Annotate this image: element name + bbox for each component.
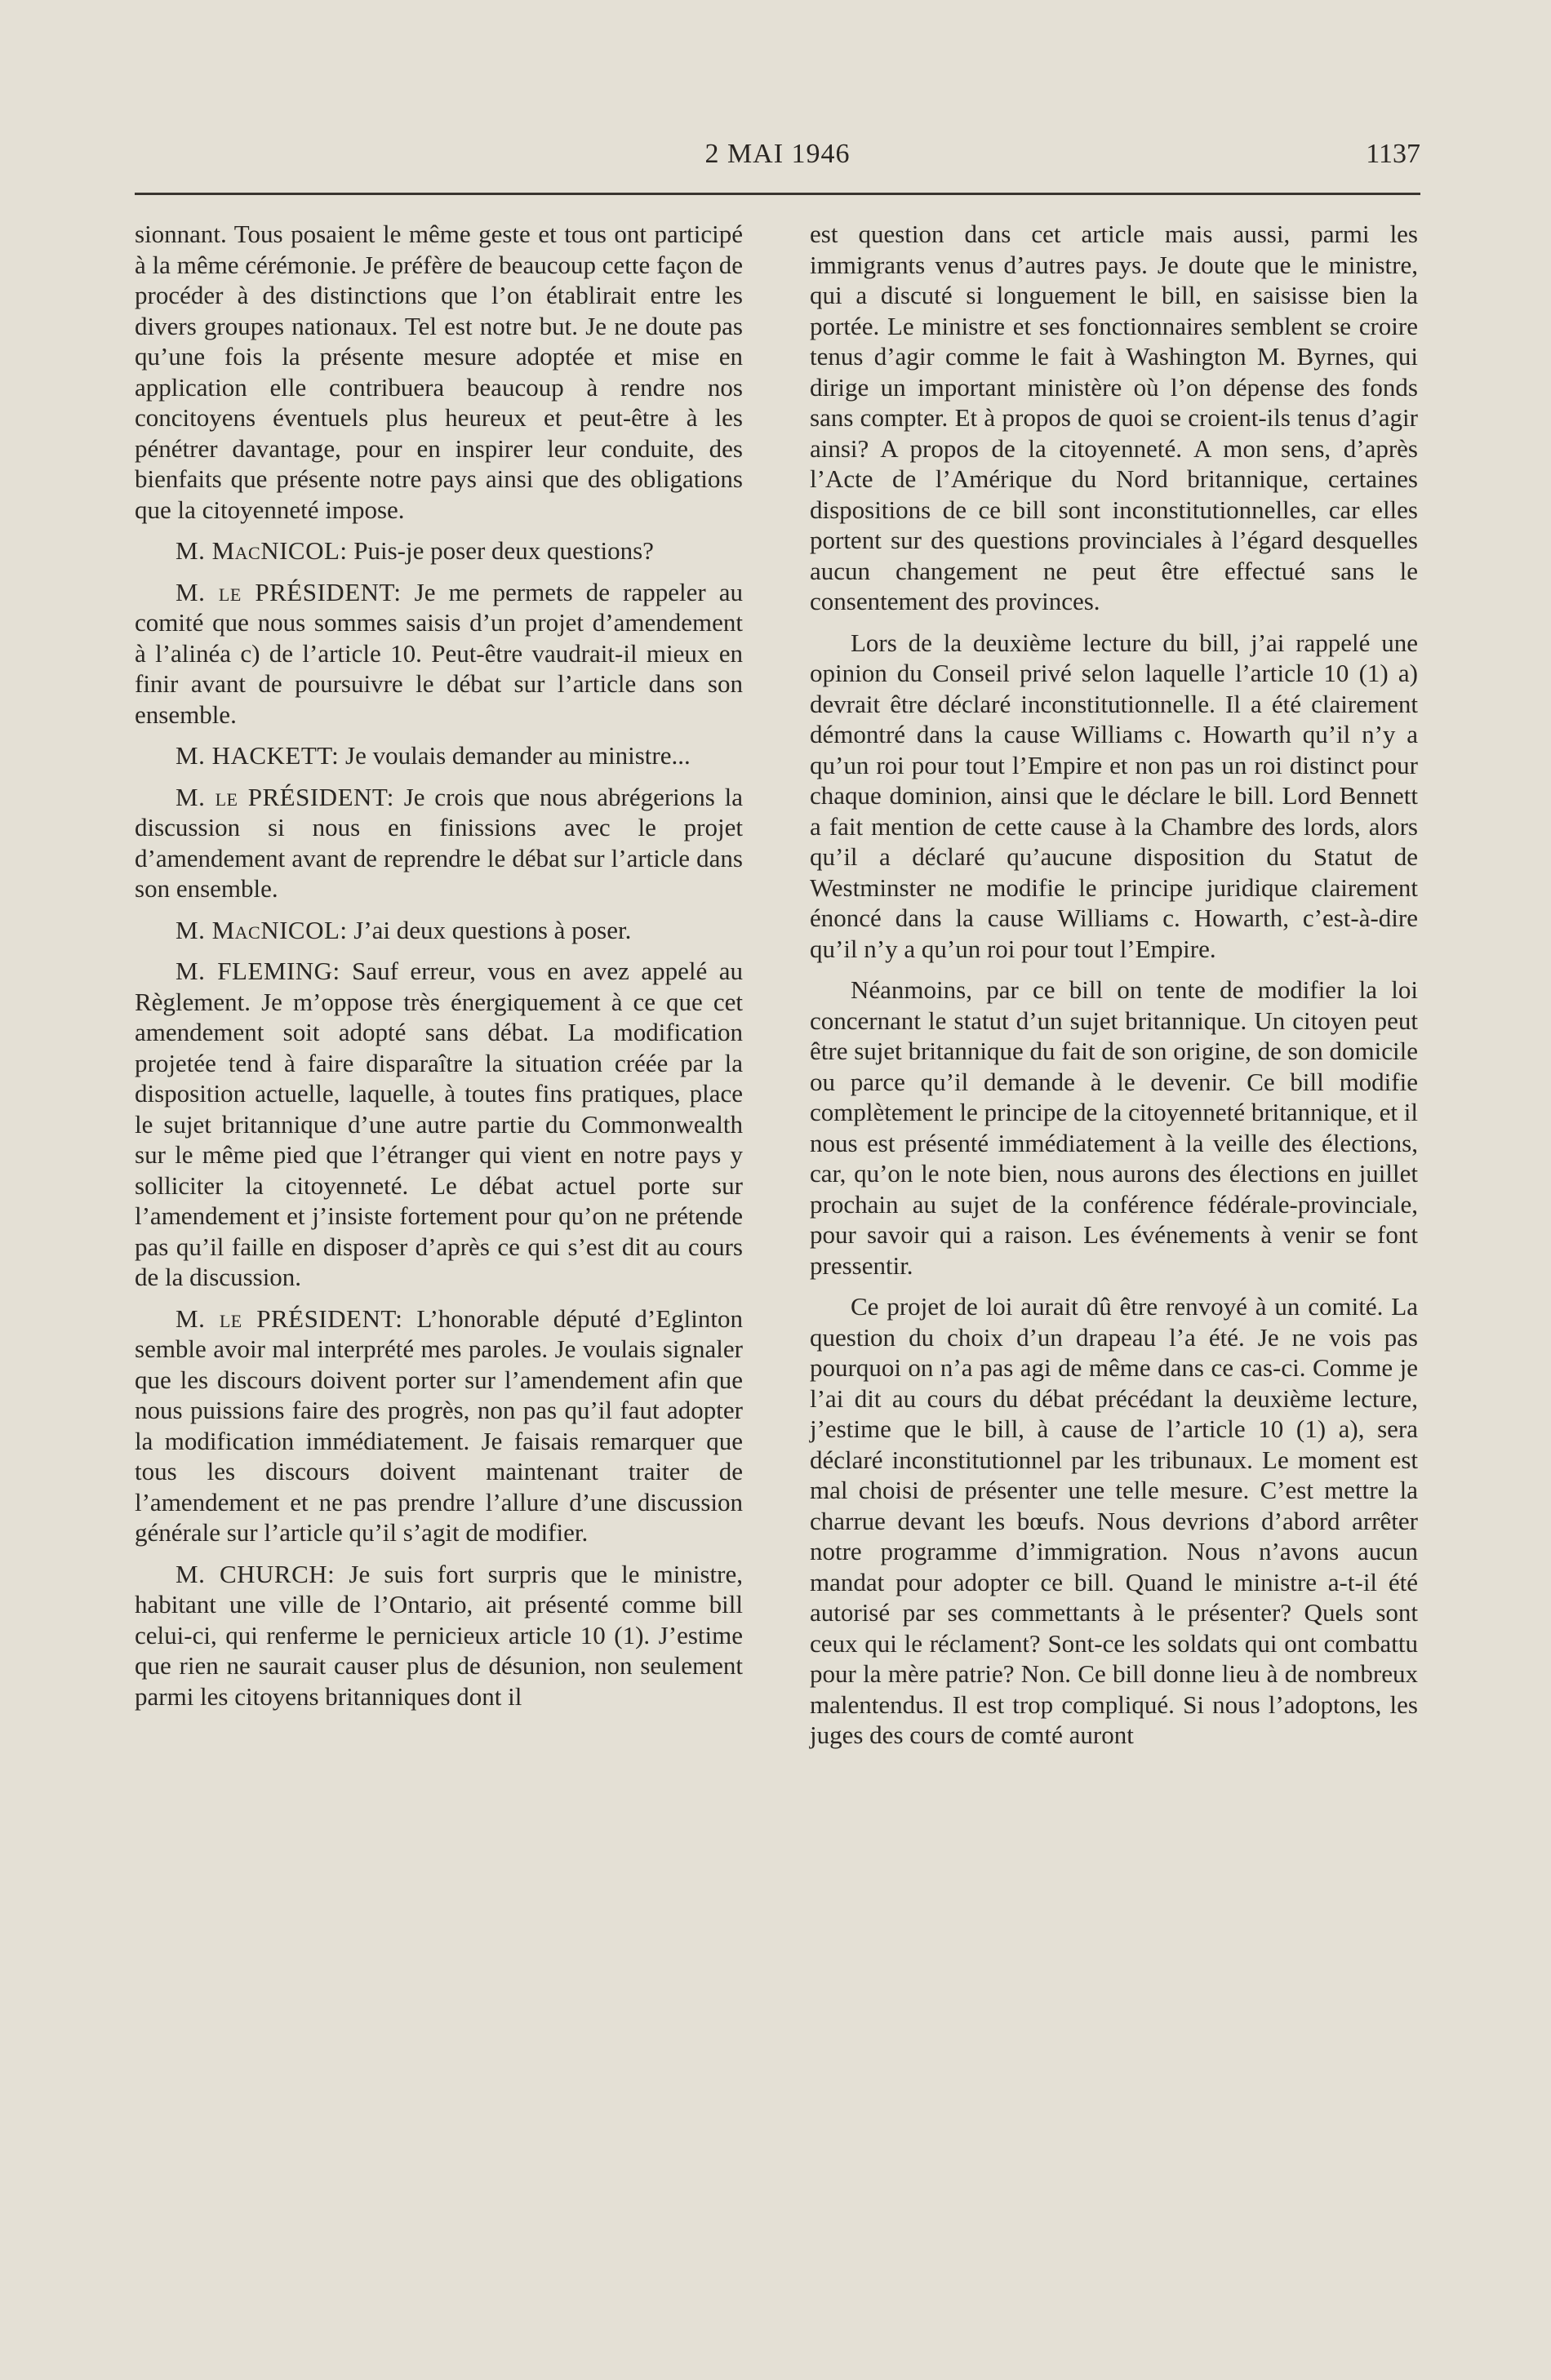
paragraph <box>810 1291 1418 1751</box>
paragraph <box>135 1303 743 1548</box>
page-number: 1137 <box>1366 139 1420 169</box>
right-column <box>810 219 1418 1761</box>
paragraph-text: Je crois que nous abrégerions la discussion si nous en finissions avec le projet d’amendement avant de reprendre le débat sur l’article dans son ensemble. <box>135 782 744 903</box>
speaker-name: M. le PRÉSIDENT: <box>176 1303 403 1333</box>
paragraph <box>135 956 743 1293</box>
paragraph <box>135 1559 743 1712</box>
paragraph <box>135 740 743 771</box>
paragraph-text: Lors de la deuxième lecture du bill, j’ai rappelé une opinion du Conseil privé selon laquelle l’article 10 (1) a) devrait être déclaré inconstitutionnelle. Il a été clairement démontré dans la cause Williams c. Howarth qu’il n’y a qu’un roi pour tout l’Empire et non pas un roi distinct pour chaque dominion, ainsi que le déclare le bill. Lord Bennett a fait mention de cette cause à la Chambre des lords, alors qu’il a déclaré qu’aucune disposition du Statut de Westminster ne modifie le principe juridique clairement énoncé dans la cause Williams c. Howarth, c’est-à-dire qu’il n’y a qu’un roi pour tout l’Empire. <box>810 628 1418 963</box>
speaker-name: M. MacNICOL: <box>176 915 348 944</box>
paragraph-text: est question dans cet article mais aussi, parmi les immigrants venus d’autres pays. Je doute que le ministre, qui a discuté si longuement le bill, en saisisse bien la portée. Le ministre et ses fonctionnaires semblent se croire tenus d’agir comme le fait à Washington M. Byrnes, qui dirige un important ministère où l’on dépense des fonds sans compter. Et à propos de quoi se croient-ils tenus d’agir ainsi? A propos de la citoyenneté. A mon sens, d’après l’Acte de l’Amérique du Nord britannique, certaines dispositions de ce bill sont inconstitutionnelles, car elles portent sur des questions provinciales à l’égard desquelles aucun changement ne peut être effectué sans le consentement des provinces. <box>810 220 1418 615</box>
paragraph-text: Néanmoins, par ce bill on tente de modifier la loi concernant le statut d’un sujet britannique. Un citoyen peut être sujet britannique du fait de son origine, de son domicile ou parce qu’il demande à le devenir. Ce bill modifie complètement le principe de la citoyenneté britannique, et il nous est présenté immédiatement à la veille des élections, car, qu’on le note bien, nous aurons des élections en juillet prochain au sujet de la conférence fédérale-provinciale, pour savoir qui a raison. Les événements à venir se font pressentir. <box>810 975 1418 1280</box>
paragraph-text: Je me permets de rappeler au comité que nous sommes saisis d’un projet d’amendement à l’alinéa c) de l’article 10. Peut-être vaudrait-il mieux en finir avant de poursuivre le débat sur l’article dans son ensemble. <box>135 577 744 729</box>
paragraph <box>135 577 743 730</box>
paragraph <box>135 535 743 566</box>
paragraph-text: Puis-je poser deux questions? <box>353 536 654 565</box>
speaker-name: M. CHURCH: <box>176 1559 336 1588</box>
paragraph-text: J’ai deux questions à poser. <box>353 915 632 944</box>
paragraph <box>135 782 743 904</box>
header-date: 2 MAI 1946 <box>704 139 851 169</box>
left-column <box>135 219 743 1722</box>
speaker-name: M. HACKETT: <box>176 741 340 770</box>
speaker-name: M. le PRÉSIDENT: <box>176 577 402 606</box>
page-header <box>135 139 1420 184</box>
speaker-name: M. le PRÉSIDENT: <box>176 782 394 811</box>
paragraph <box>810 219 1418 617</box>
paragraph-text: Je voulais demander au ministre... <box>345 741 691 770</box>
speaker-name: M. FLEMING: <box>176 957 340 985</box>
paragraph <box>810 975 1418 1281</box>
paragraph-text: L’honorable député d’Eglinton semble avoir mal interprété mes paroles. Je voulais signaler que les discours doivent porter sur l’amendement afin que nous puissions faire des progrès, non pas qu’il faut adopter la modification immédiatement. Je faisais remarquer que tous les discours doivent maintenant traiter de l’amendement et ne pas prendre l’allure d’une discussion générale sur l’article qu’il s’agit de modifier. <box>135 1303 743 1547</box>
paragraph <box>135 219 743 525</box>
paragraph-text: Sauf erreur, vous en avez appelé au Règlement. Je m’oppose très énergiquement à ce que cet amendement soit adopté sans débat. La modification projetée tend à faire disparaître la situation créée par la disposition actuelle, laquelle, à toutes fins pratiques, place le sujet britannique d’une autre partie du Commonwealth sur le même pied que l’étranger qui vient en notre pays y solliciter la citoyenneté. Le débat actuel porte sur l’amendement et j’insiste fortement pour qu’on ne prétende pas qu’il faille en disposer d’après ce qui s’est dit au cours de la discussion. <box>135 957 744 1291</box>
paragraph <box>135 915 743 946</box>
paragraph-text: sionnant. Tous posaient le même geste et tous ont participé à la même cérémonie. Je préfère de beaucoup cette façon de procéder à des distinctions que l’on établirait entre les divers groupes nationaux. Tel est notre but. Je ne doute pas qu’une fois la présente mesure adoptée et mise en application elle contribuera beaucoup à rendre nos concitoyens éventuels plus heureux et peut-être à les pénétrer davantage, pour en inspirer leur conduite, des bienfaits que présente notre pays ainsi que des obligations que la citoyenneté impose. <box>135 220 743 524</box>
paragraph-text: Je suis fort surpris que le ministre, habitant une ville de l’Ontario, ait présenté comme bill celui-ci, qui renferme le pernicieux article 10 (1). J’estime que rien ne saurait causer plus de désunion, non seulement parmi les citoyens britanniques dont il <box>135 1559 743 1711</box>
header-rule <box>135 193 1420 195</box>
paragraph <box>810 628 1418 965</box>
paragraph-text: Ce projet de loi aurait dû être renvoyé à un comité. La question du choix d’un drapeau l’a été. Je ne vois pas pourquoi on n’a pas agi de même dans ce cas-ci. Comme je l’ai dit au cours du débat précédant la deuxième lecture, j’estime que le bill, à cause de l’article 10 (1) a), sera déclaré inconstitutionnel par les tribunaux. Le moment est mal choisi de présenter une telle mesure. C’est mettre la charrue devant les bœufs. Nous devrions d’abord arrêter notre programme d’immigration. Nous n’avons aucun mandat pour adopter ce bill. Quand le ministre a-t-il été autorisé par ses commettants à le présenter? Quels sont ceux qui le réclament? Sont-ce les soldats qui ont combattu pour la mère patrie? Non. Ce bill donne lieu à de nombreux malentendus. Il est trop compliqué. Si nous l’adoptons, les juges des cours de comté auront <box>810 1292 1418 1749</box>
speaker-name: M. MacNICOL: <box>176 536 348 565</box>
